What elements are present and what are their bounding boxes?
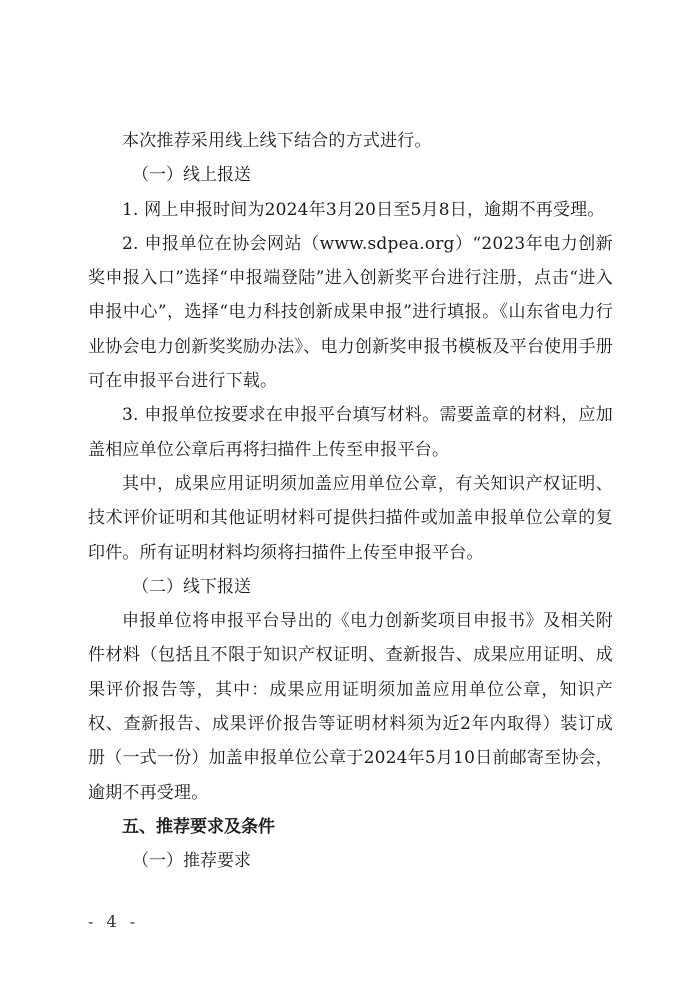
section-offline-heading: （二）线下报送 — [132, 576, 251, 597]
intro-paragraph: 本次推荐采用线上线下结合的方式进行。 — [122, 131, 432, 151]
section-requirements-heading: （一）推荐要求 — [132, 851, 251, 872]
offline-paragraph: 申报单位将申报平台导出的《电力创新奖项目申报书》及相关附件材料（包括且不限于知识产权证明、查新报告、成果应用证明、成果评价报告等，其中：成果应用证明须加盖应用单位公章，知识产权、查新报告、成果评价报告等证明材料须为近2年内取得）装订成册（一式一份）加盖申报单位公章于2024年5月10日前邮寄至协会，逾期不再受理。 — [88, 611, 613, 803]
online-item-3: 3. 申报单位按要求在申报平台填写材料。需要盖章的材料，应加盖相应单位公章后再将扫描件上传至申报平台。 — [88, 405, 613, 460]
document-body — [88, 124, 613, 879]
section-online-heading: （一）线上报送 — [132, 165, 251, 186]
online-note-paragraph: 其中，成果应用证明须加盖应用单位公章，有关知识产权证明、技术评价证明和其他证明材料可提供扫描件或加盖申报单位公章的复印件。所有证明材料均须将扫描件上传至申报平台。 — [88, 473, 613, 563]
page-number: - 4 - — [88, 912, 140, 931]
online-item-1: 1. 网上申报时间为2024年3月20日至5月8日，逾期不再受理。 — [122, 199, 605, 220]
section-five-heading: 五、推荐要求及条件 — [122, 816, 275, 837]
online-item-2: 2. 申报单位在协会网站（www.sdpea.org）“2023年电力创新奖申报入口”选择“申报端登陆”进入创新奖平台进行注册，点击“进入申报中心”，选择“电力科技创新成果申报”进行填报。《山东省电力行业协会电力创新奖奖励办法》、电力创新奖申报书模板及平台使用手册可在申报平台进行下载。 — [88, 233, 613, 392]
